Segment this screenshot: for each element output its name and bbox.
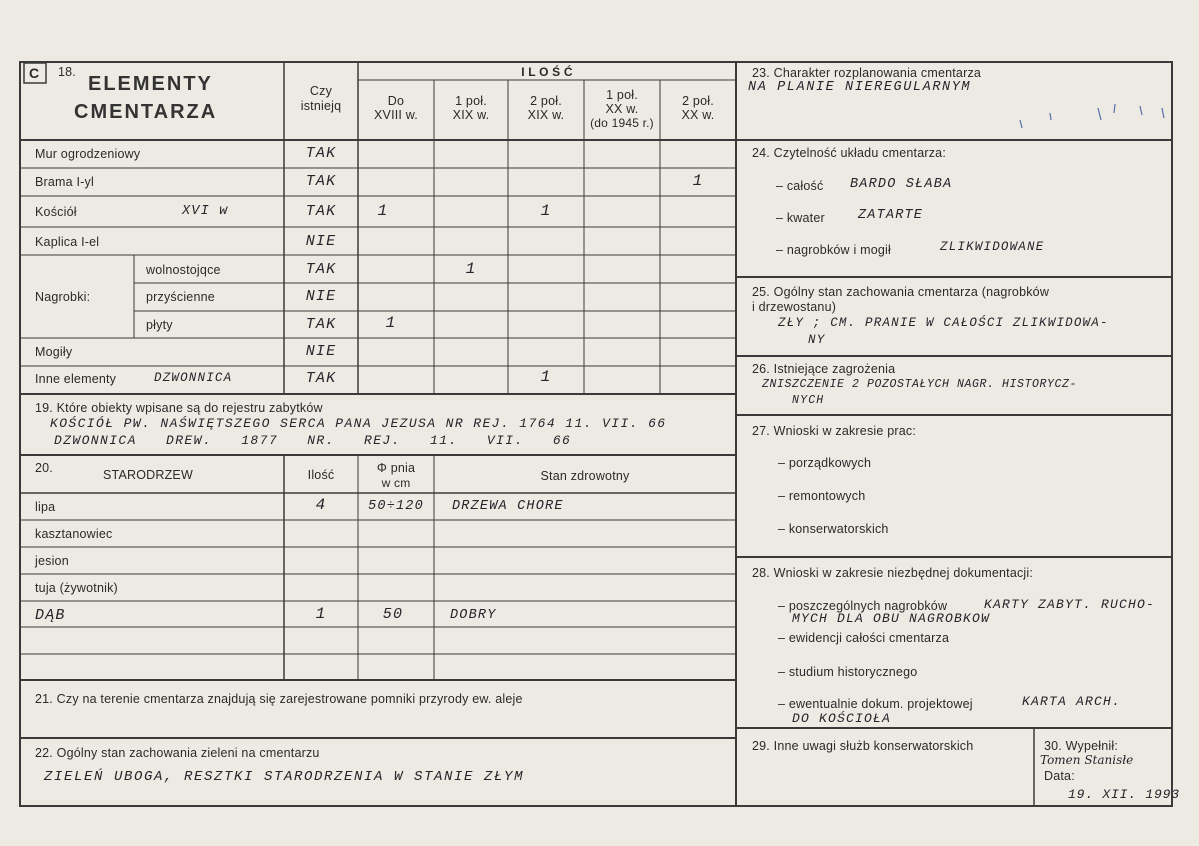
col-header: XIX w. [527,108,565,122]
czy-value: TAK [305,316,337,333]
s26-value-line1: ZNISZCZENIE 2 POZOSTAŁYCH NAGR. HISTORYCZ- [762,378,1078,391]
s28-item-projektowej: – ewentualnie dokum. projektowej [778,697,973,711]
s30-date-label: Data: [1044,769,1075,783]
s19-label: 19. Które obiekty wpisane są do rejestru zabytków [35,401,323,415]
s27-item: – konserwatorskich [778,522,889,536]
col-pnia-line2: w cm [381,476,411,490]
tree-name: lipa [35,500,56,514]
s25-value-line2: NY [808,333,826,347]
s18-title-line2: CMENTARZA [74,101,218,123]
s18-title-line1: ELEMENTY [88,73,213,95]
s19-entry-line2: DZWONNICA DREW. 1877 NR. REJ. 11. VII. 66 [54,433,572,448]
row-label: Mur ogrodzeniowy [35,147,141,161]
s29-label: 29. Inne uwagi służb konserwatorskich [752,739,974,753]
s21-label: 21. Czy na terenie cmentarza znajdują się zarejestrowane pomniki przyrody ew. aleje [35,692,523,706]
czy-value: TAK [305,203,337,220]
ilosc-header: I L O Ś Ć [521,65,573,79]
tree-name: kasztanowiec [35,527,113,541]
tree-condition: DRZEWA CHORE [452,499,564,514]
s25-label-line2: i drzewostanu) [752,300,837,314]
s24-item-value: ZATARTE [858,208,924,223]
col-czy-line2: istniejq [300,99,342,113]
s20-number: 20. [35,461,53,475]
s19-entry-line1: KOŚCIÓŁ PW. NAŚWIĘTSZEGO SERCA PANA JEZUSA NR REJ. 1764 11. VII. 66 [50,416,667,431]
col-stan: Stan zdrowotny [540,469,630,483]
s23-value: NA PLANIE NIEREGULARNYM [748,80,972,95]
s24-item-value: BARDO SŁABA [850,177,953,192]
s22-label: 22. Ogólny stan zachowania zieleni na cmentarzu [35,746,320,760]
col-header: XX w. [681,108,715,122]
s28-item-projektowej-value1: KARTA ARCH. [1022,694,1122,709]
s24-label: 24. Czytelność układu cmentarza: [752,146,946,160]
section-c-label: C [29,65,40,81]
col-header: XX w. [605,102,639,116]
ink-marks [1020,104,1164,128]
nagrobki-label: Nagrobki: [35,290,91,304]
row-label: Kaplica I-el [35,235,100,249]
row-label: Mogiły [35,345,73,359]
s23-label: 23. Charakter rozplanowania cmentarza [752,66,982,80]
row-label: Inne elementy [35,372,117,386]
s27-label: 27. Wnioski w zakresie prac: [752,424,916,438]
row-note: XVI w [182,204,229,219]
tree-count: 1 [315,605,327,623]
s28-item-nagrobkow-value1: KARTY ZABYT. RUCHO- [984,597,1156,612]
s18-number: 18. [58,65,76,79]
count-value: 1 [385,314,397,332]
tree-diameter: 50÷120 [368,499,424,514]
czy-value: TAK [305,173,337,190]
col-ilosc: Ilość [307,468,335,482]
s20-title: STARODRZEW [103,468,193,482]
count-value: 1 [377,202,389,220]
czy-value: NIE [305,233,337,250]
s25-label-line1: 25. Ogólny stan zachowania cmentarza (nagrobków [752,285,1050,299]
row-label: wolnostojqce [146,263,221,277]
s26-label: 26. Istniejące zagrożenia [752,362,896,376]
col-header: (do 1945 r.) [590,116,654,130]
s27-item: – porządkowych [778,456,872,470]
row-label: płyty [146,318,173,332]
row-note: DZWONNICA [154,371,233,385]
col-header: XIX w. [452,108,490,122]
col-header: Do [387,94,405,108]
col-czy-line1: Czy [309,84,333,98]
row-label: przyścienne [146,290,215,304]
czy-value: TAK [305,370,337,387]
col-pnia-line1: Φ pnia [376,461,416,475]
s26-value-line2: NYCH [792,394,825,407]
col-header: 1 poł. [455,94,487,108]
s24-item-value: ZLIKWIDOWANE [940,240,1045,254]
s28-item-projektowej-value2: DO KOŚCIOŁA [792,711,892,726]
czy-value: TAK [305,145,337,162]
col-header: 2 poł. [530,94,562,108]
count-value: 1 [540,202,552,220]
signature: Tomen Stanisłe [1040,753,1134,767]
czy-value: TAK [305,261,337,278]
s27-item: – remontowych [778,489,866,503]
s24-item-label: – nagrobków i mogił [776,243,891,257]
count-value: 1 [465,260,477,278]
czy-value: NIE [305,288,337,305]
count-value: 1 [692,172,704,190]
s28-item-nagrobkow-value2: MYCH DLA OBU NAGROBKOW [792,611,991,626]
czy-value: NIE [305,343,337,360]
s30-date: 19. XII. 1993 [1068,787,1180,802]
col-header: 2 poł. [682,94,714,108]
col-header: 1 poł. [606,88,638,102]
s28-label: 28. Wnioski w zakresie niezbędnej dokumentacji: [752,566,1034,580]
s30-label: 30. Wypełnił: [1044,739,1119,753]
s28-item-ewidencji: – ewidencji całości cmentarza [778,631,950,645]
col-header: XVIII w. [374,108,418,122]
tree-name: DĄB [35,607,66,624]
count-value: 1 [540,368,552,386]
tree-diameter: 50 [382,606,404,623]
s24-item-label: – kwater [776,211,825,225]
tree-name: tuja (żywotnik) [35,581,118,595]
tree-condition: DOBRY [450,608,497,623]
row-label: Kościół [35,205,77,219]
s25-value-line1: ZŁY ; CM. PRANIE W CAŁOŚCI ZLIKWIDOWA- [778,316,1109,330]
s28-item-nagrobkow: – poszczególnych nagrobków [778,599,948,613]
s24-item-label: – całość [776,179,824,193]
s22-value: ZIELEŃ UBOGA, RESZTKI STARODRZENIA W STANIE ZŁYM [44,769,525,785]
tree-count: 4 [315,496,327,514]
row-label: Brama I-yl [35,175,94,189]
s28-item-studium: – studium historycznego [778,665,918,679]
tree-name: jesion [35,554,69,568]
